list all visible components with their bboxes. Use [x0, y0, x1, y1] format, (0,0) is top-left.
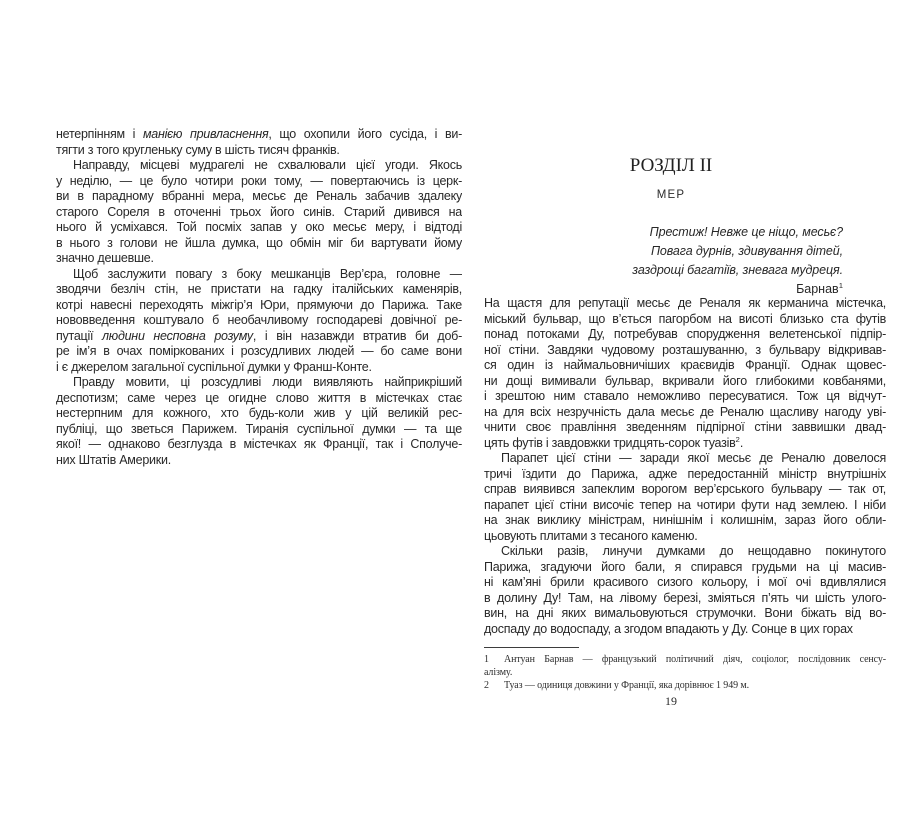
footnote-line: 1 Антуан Барнав — французький політичний діяч, соціолог, послідовник сенсу- — [484, 654, 886, 665]
text-line: цять футів і завдовжки тридцять-сорок туазів$^2$. — [484, 435, 744, 450]
text-line: вин, на дні яких вимальовуються струмочки. Вони біжать від во- — [484, 606, 886, 620]
right-page — [484, 0, 886, 817]
text-line: у неділю, — це було чотири роки тому, — повертаючись із церк- — [56, 173, 462, 188]
text-line: на для всіх незручність дала месьє де Реналю щасливу нагоду уві- — [484, 404, 886, 419]
text-line: ні кам’яні брили красивого сизого кольору, і мої очі вдивлялися — [484, 575, 886, 589]
text-line: на знак виклику міністрам, нинішнім і колишнім, зараз його обли- — [484, 513, 886, 527]
text-line: Направду, місцеві мудрагелі не схвалювали цієї угоди. Якось — [73, 158, 462, 172]
chapter-title: РОЗДІЛ II — [629, 155, 713, 176]
footnotes — [484, 647, 886, 692]
epigraph — [484, 223, 843, 299]
text-line: тричі їздити до Парижа, адже передостанній міністр внутрішніх — [484, 466, 886, 481]
footnote-rule — [484, 647, 579, 648]
text-line: деспотизм; саме через це огидне слово життя в містечках стає — [56, 390, 462, 405]
text-line: справ виявився запеклим ворогом вер’єрського бульвару — так от, — [484, 482, 886, 496]
text-line: і зрештою ним ставало неможливо пересуватися. Тож ця відчут- — [484, 389, 886, 403]
text-line: На щастя для репутації месьє де Реналя як керманича містечка, — [484, 296, 886, 310]
footnote-reference: 1 — [838, 280, 843, 290]
footnote-number: 1 — [484, 654, 489, 665]
text-line: ре ім’я в очах поміркованих і розсудливих людей — бо саме вони — [56, 344, 462, 358]
text-line: чнити своє правління зведенням підпірної стіни заввишки двад- — [484, 420, 886, 434]
text-line: міський бульвар, що в’ється пагорбом на висоті близько ста футів — [484, 311, 886, 326]
text-line: старого Сореля в оточенні трьох його синів. Старий дивився на — [56, 204, 462, 219]
text-line: нього й усміхався. Той посміх запав у око месьє меру, і відтоді — [56, 220, 462, 234]
text-line: значно дешевше. — [56, 251, 154, 265]
text-line: парапет цієї стіни височіє тепер на чотири фути над землею. І ніби — [484, 497, 886, 512]
text-line: цьовують плитами з тесаного каменю. — [484, 528, 698, 543]
left-page-text — [56, 127, 462, 468]
text-line: понад потоками Ду, потребував спорудження велетенської підпір- — [484, 327, 886, 341]
text-line: ної стіни. Завдяки чудовому розташуванню, з бульвару відкривав- — [484, 342, 886, 357]
page-number: 19 — [665, 694, 677, 708]
text-line: Правду мовити, ці розсудливі люди виявляють найприкріший — [73, 375, 462, 389]
text-line: якої! — однаково безглузда в містечках як Франції, так і Сполуче- — [56, 437, 462, 451]
text-line: путації людини несповна розуму, і він назавжди втратив би доб- — [56, 328, 462, 343]
text-line: ся один із наймальовничіших краєвидів Франції. Однак щовес- — [484, 358, 886, 372]
text-line: них Штатів Америки. — [56, 452, 171, 467]
epigraph-line: заздрощі багатіїв, зневага мудреця. — [632, 263, 843, 277]
footnote-lines — [484, 653, 886, 692]
footnote-line: 2 Туаз — одиниця довжини у Франції, яка дорівнює 1 949 м. — [484, 680, 750, 691]
text-line: котрі навесні переходять міжгір’я Юри, прямуючи до Парижа. Таке — [56, 297, 462, 312]
epigraph-line: Престиж! Невже це ніщо, месьє? — [649, 225, 843, 239]
text-line: нестерпним для кожного, хто будь-коли жив у цій великій рес- — [56, 406, 462, 420]
text-line: нововведення коштувало б необачливому господареві довічної ре- — [56, 313, 462, 327]
text-line: доспаду до водоспаду, а згодом впадають у Ду. Сонце в цих горах — [484, 621, 853, 636]
text-line: Щоб заслужити повагу з боку мешканців Вер’єра, головне — — [73, 266, 462, 281]
text-line: в нього з голови не йшла думка, що обмін міг би вартувати йому — [56, 235, 462, 250]
text-line: і є джерелом загальної суспільної думки у Франш-Конте. — [56, 359, 372, 374]
text-line: публіці, що зветься Парижем. Тиранія суспільної думки — та ще — [56, 421, 462, 436]
text-line: Парижа, згадуючи його бали, я спирався грудьми на ці масив- — [484, 559, 886, 574]
text-line: тягти з того кругленьку суму в шість тисяч франків. — [56, 142, 340, 157]
text-line: ви в парадному вбранні мера, месьє де Реналь забачив здалеку — [56, 189, 462, 203]
text-line: нетерпінням і манією привласнення, що охопили його сусіда, і ви- — [56, 127, 462, 141]
text-line: Скільки разів, линучи думками до нещодавно покинутого — [501, 544, 886, 558]
text-line: в долину Ду! Там, на лівому березі, зміяться п’ять чи шість улого- — [484, 590, 886, 605]
epigraph-line: Повага дурнів, здивування дітей, — [650, 244, 843, 258]
text-line: зводячи безліч стін, не пристати на гадку італійських каменярів, — [56, 282, 462, 296]
text-line: Парапет цієї стіни — заради якої месьє де Реналю довелося — [501, 451, 886, 465]
epigraph-attribution-name: Барнав — [796, 282, 839, 296]
chapter-body-text — [484, 296, 886, 637]
footnote-number: 2 — [484, 680, 489, 691]
text-line: ни дощі вимивали бульвар, вкривали його глибокими ковбанями, — [484, 373, 886, 388]
footnote-line: алізму. — [484, 667, 513, 678]
chapter-subtitle: МЕР — [656, 189, 686, 201]
